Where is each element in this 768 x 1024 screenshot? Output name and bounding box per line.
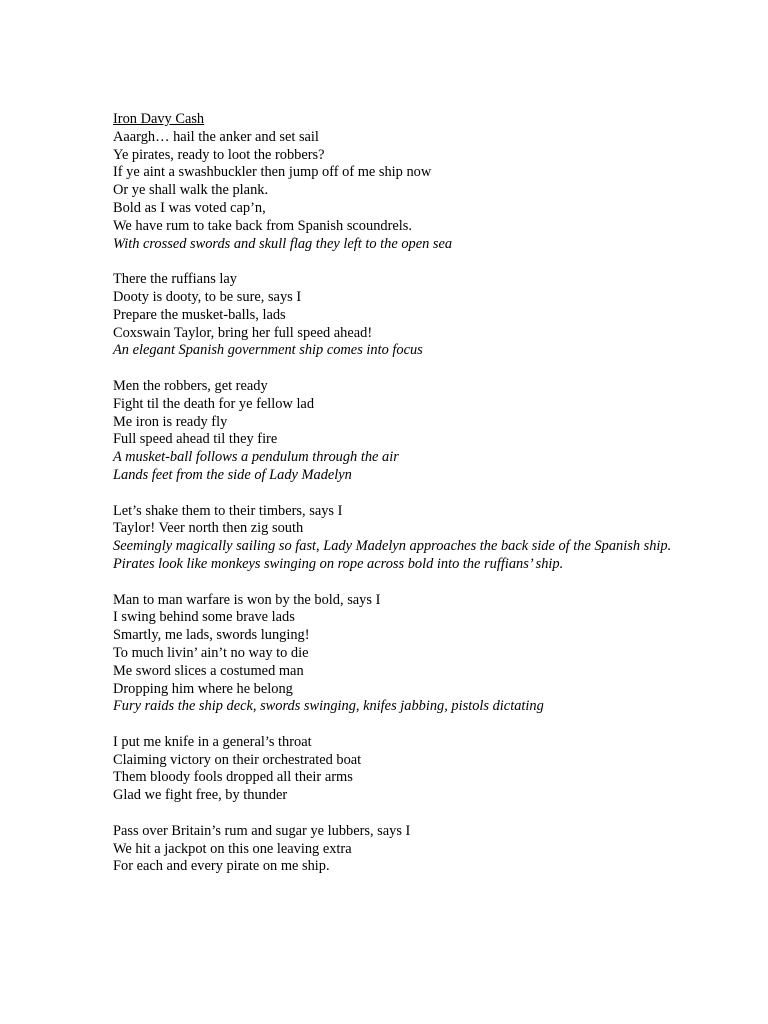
stage-direction-line: A musket-ball follows a pendulum through the air [113,449,399,466]
stanza-list [113,129,673,876]
poem-line: Pass over Britain’s rum and sugar ye lubbers, says I [113,822,411,839]
poem-line: Or ye shall walk the plank. [113,182,269,199]
stanza [113,592,673,717]
poem-line: Me iron is ready fly [113,413,228,430]
poem-line: I swing behind some brave lads [113,609,295,626]
poem-line: Aaargh… hail the anker and set sail [113,128,319,145]
poem-line: We hit a jackpot on this one leaving extra [113,840,352,857]
poem-line: Glad we fight free, by thunder [113,787,288,804]
poem-line: For each and every pirate on me ship. [113,858,330,875]
poem-line: There the ruffians lay [113,271,237,288]
stage-direction-line: An elegant Spanish government ship comes into focus [113,342,423,359]
poem-line: Coxswain Taylor, bring her full speed ahead! [113,324,373,341]
stanza [113,503,673,574]
stanza [113,734,673,805]
poem-line: I put me knife in a general’s throat [113,733,312,750]
poem-line: Bold as I was voted cap’n, [113,199,266,216]
poem-line: Men the robbers, get ready [113,377,268,394]
stanza [113,271,673,360]
poem-line: Ye pirates, ready to loot the robbers? [113,146,325,163]
poem-line: To much livin’ ain’t no way to die [113,644,309,661]
poem-body [113,111,673,876]
stage-direction-line: Seemingly magically sailing so fast, Lady Madelyn approaches the back side of the Spanish ship. Pirates look like monkeys swinging on rope across bold into the ruffians’ ship. [113,538,672,572]
poem-line: We have rum to take back from Spanish scoundrels. [113,217,412,234]
poem-line: Dooty is dooty, to be sure, says I [113,288,302,305]
stage-direction-line: Lands feet from the side of Lady Madelyn [113,466,352,483]
poem-line: Full speed ahead til they fire [113,431,278,448]
poem-line: Man to man warfare is won by the bold, says I [113,591,381,608]
poem-line: Dropping him where he belong [113,680,293,697]
poem-line: If ye aint a swashbuckler then jump off of me ship now [113,164,432,181]
stage-direction-line: With crossed swords and skull flag they left to the open sea [113,235,453,252]
stanza [113,129,673,254]
stanza [113,823,673,876]
poem-line: Smartly, me lads, swords lunging! [113,627,310,644]
poem-line: Prepare the musket-balls, lads [113,306,286,323]
poem-line: Let’s shake them to their timbers, says I [113,502,343,519]
poem-line: Me sword slices a costumed man [113,662,304,679]
poem-line: Them bloody fools dropped all their arms [113,769,353,786]
stage-direction-line: Fury raids the ship deck, swords swinging, knifes jabbing, pistols dictating [113,698,544,715]
poem-line: Fight til the death for ye fellow lad [113,395,315,412]
stanza [113,378,673,485]
poem-line: Claiming victory on their orchestrated boat [113,751,362,768]
poem-title: Iron Davy Cash [113,111,205,127]
poem-line: Taylor! Veer north then zig south [113,520,304,537]
